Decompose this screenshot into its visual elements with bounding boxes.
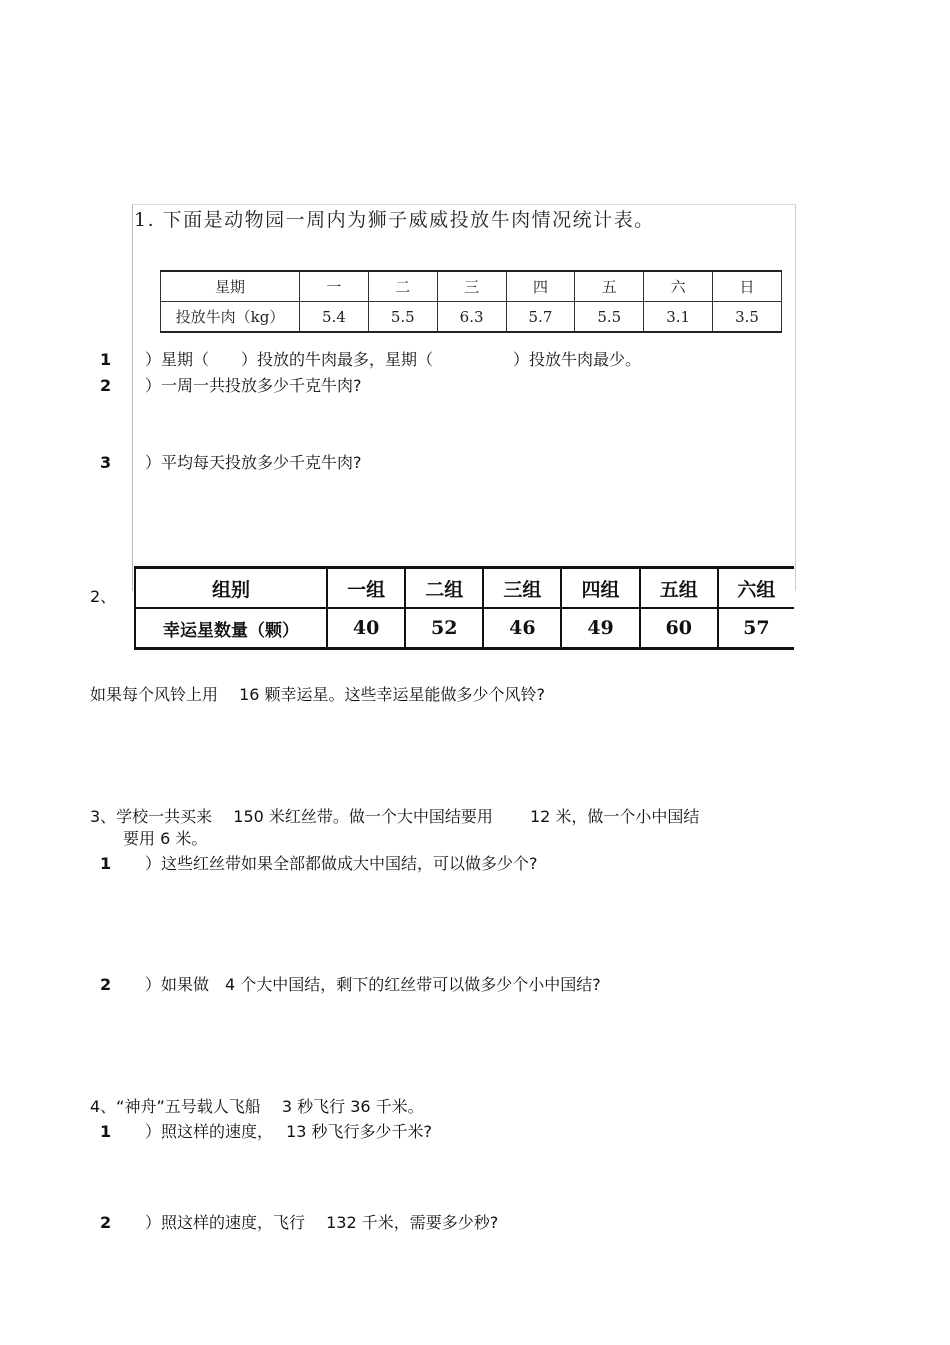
problem1-title: 1. 下面是动物园一周内为狮子威威投放牛肉情况统计表。 <box>134 209 655 231</box>
question-marker: 1 <box>100 1122 112 1141</box>
table-cell: 6.3 <box>437 302 506 333</box>
question-marker: 2 <box>100 1213 112 1232</box>
table-cell: 3.5 <box>713 302 782 333</box>
problem4-q2: ）照这样的速度，飞行 132 千米，需要多少秒? <box>145 1213 499 1232</box>
table-cell: 57 <box>718 608 794 649</box>
table-cell: 3.1 <box>644 302 713 333</box>
question-marker: 2 <box>100 376 112 395</box>
table-cell: 二组 <box>405 568 483 609</box>
table-cell: 三 <box>437 271 506 302</box>
table-cell: 40 <box>327 608 405 649</box>
table-cell: 60 <box>640 608 718 649</box>
table-cell: 四 <box>506 271 575 302</box>
question-marker: 1 <box>100 854 112 873</box>
table-row <box>161 271 782 302</box>
table-cell: 一组 <box>327 568 405 609</box>
problem1-q2: ）一周一共投放多少千克牛肉? <box>145 376 362 395</box>
problem2-question: 如果每个风铃上用 16 颗幸运星。这些幸运星能做多少个风铃? <box>90 685 546 704</box>
table-cell: 二 <box>368 271 437 302</box>
question-marker: 3 <box>100 453 112 472</box>
table-cell: 五 <box>575 271 644 302</box>
problem1-q1: ）星期（ ）投放的牛肉最多，星期（ ）投放牛肉最少。 <box>145 350 642 369</box>
problem3-line1: 3、学校一共买来 150 米红丝带。做一个大中国结要用 12 米，做一个小中国结 <box>90 807 700 826</box>
lucky-star-table <box>134 566 794 650</box>
table-cell: 5.5 <box>575 302 644 333</box>
row-header-count: 幸运星数量（颗） <box>135 608 327 649</box>
problem3-q1: ）这些红丝带如果全部都做成大中国结，可以做多少个? <box>145 854 538 873</box>
meat-table <box>160 270 782 333</box>
table-cell: 六 <box>644 271 713 302</box>
row-header-meat: 投放牛肉（kg） <box>161 302 300 333</box>
question-marker: 1 <box>100 350 112 369</box>
table-cell: 46 <box>483 608 561 649</box>
table-cell: 四组 <box>561 568 639 609</box>
table-row <box>135 568 794 609</box>
table-cell: 5.7 <box>506 302 575 333</box>
table-cell: 一 <box>300 271 369 302</box>
problem3-line2: 要用 6 米。 <box>123 829 208 848</box>
table-cell: 五组 <box>640 568 718 609</box>
row-header-group: 组别 <box>135 568 327 609</box>
problem3-q2: ）如果做 4 个大中国结，剩下的红丝带可以做多少个小中国结? <box>145 975 601 994</box>
table-row <box>161 302 782 333</box>
problem2-number: 2、 <box>90 587 117 606</box>
problem1-scan-frame <box>132 204 796 591</box>
problem4-line1: 4、“神舟”五号载人飞船 3 秒飞行 36 千米。 <box>90 1097 424 1116</box>
table-cell: 49 <box>561 608 639 649</box>
table-cell: 5.4 <box>300 302 369 333</box>
problem4-q1: ）照这样的速度， 13 秒飞行多少千米? <box>145 1122 433 1141</box>
question-marker: 2 <box>100 975 112 994</box>
problem1-q3: ）平均每天投放多少千克牛肉? <box>145 453 362 472</box>
table-cell: 六组 <box>718 568 794 609</box>
table-cell: 三组 <box>483 568 561 609</box>
table-cell: 日 <box>713 271 782 302</box>
table-cell: 5.5 <box>368 302 437 333</box>
table-cell: 52 <box>405 608 483 649</box>
table-row <box>135 608 794 649</box>
row-header-day: 星期 <box>161 271 300 302</box>
